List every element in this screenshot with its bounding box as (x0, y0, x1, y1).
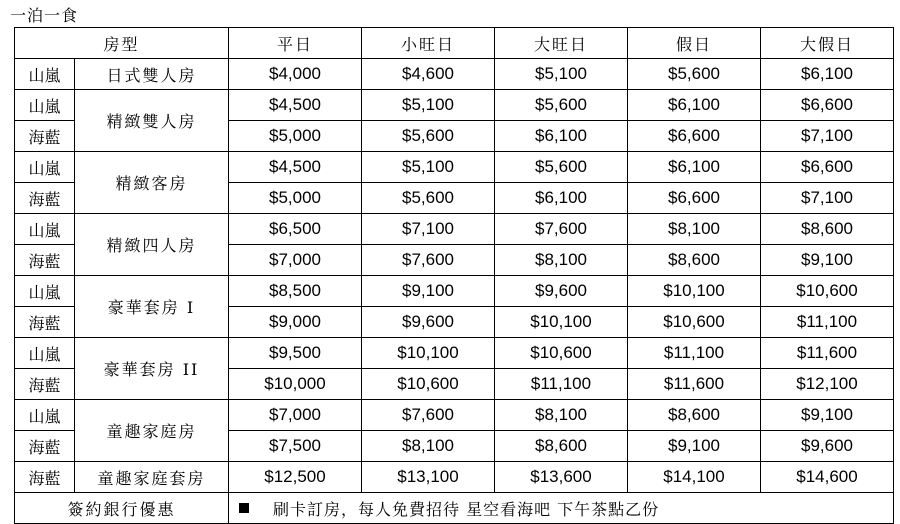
price-cell: $7,100 (761, 121, 894, 152)
price-cell: $5,100 (362, 90, 495, 121)
table-row (15, 90, 894, 121)
table-row (15, 400, 894, 431)
header-row (15, 28, 894, 59)
table-caption: 一泊一食 (10, 6, 79, 25)
bank-offer-cell (229, 493, 894, 524)
price-cell: $8,600 (628, 245, 761, 276)
price-cell: $8,100 (628, 214, 761, 245)
location-cell: 山嵐 (15, 276, 75, 307)
price-cell: $8,500 (229, 276, 362, 307)
bank-offer-text: 刷卡訂房，每人免費招待 星空看海吧 下午茶點乙份 (273, 499, 660, 519)
room-type-cell: 豪華套房 I (75, 276, 229, 338)
price-cell: $8,600 (628, 400, 761, 431)
price-cell: $6,100 (761, 59, 894, 90)
price-cell: $6,600 (761, 90, 894, 121)
room-type-cell: 童趣家庭套房 (75, 462, 229, 493)
table-row (15, 338, 894, 369)
price-cell: $10,100 (628, 276, 761, 307)
room-type-cell: 豪華套房 II (75, 338, 229, 400)
price-cell: $10,100 (362, 338, 495, 369)
price-cell: $6,100 (495, 121, 628, 152)
price-cell: $4,000 (229, 59, 362, 90)
location-cell: 山嵐 (15, 338, 75, 369)
price-cell: $5,600 (362, 183, 495, 214)
table-row (15, 152, 894, 183)
price-cell: $6,600 (628, 183, 761, 214)
price-cell: $10,600 (628, 307, 761, 338)
room-type-cell: 精緻客房 (75, 152, 229, 214)
location-cell: 山嵐 (15, 400, 75, 431)
black-square-icon (239, 503, 249, 513)
price-cell: $11,600 (761, 338, 894, 369)
location-cell: 海藍 (15, 462, 75, 493)
price-cell: $6,500 (229, 214, 362, 245)
location-cell: 山嵐 (15, 214, 75, 245)
table-row (15, 214, 894, 245)
price-cell: $7,600 (495, 214, 628, 245)
price-cell: $6,100 (495, 183, 628, 214)
location-cell: 海藍 (15, 369, 75, 400)
header-small-peak: 小旺日 (362, 28, 495, 59)
price-cell: $11,100 (628, 338, 761, 369)
header-big-holiday: 大假日 (761, 28, 894, 59)
bank-offer-label: 簽約銀行優惠 (15, 493, 229, 524)
rate-table (14, 27, 894, 524)
price-cell: $4,500 (229, 152, 362, 183)
price-cell: $8,600 (495, 431, 628, 462)
price-cell: $8,100 (495, 245, 628, 276)
table-row (15, 59, 894, 90)
price-cell: $9,600 (761, 431, 894, 462)
location-cell: 山嵐 (15, 90, 75, 121)
price-cell: $8,100 (362, 431, 495, 462)
header-room-type: 房型 (15, 28, 229, 59)
price-cell: $9,000 (229, 307, 362, 338)
price-cell: $10,600 (362, 369, 495, 400)
price-cell: $7,600 (362, 400, 495, 431)
header-big-peak: 大旺日 (495, 28, 628, 59)
price-cell: $11,600 (628, 369, 761, 400)
location-cell: 海藍 (15, 431, 75, 462)
room-type-cell: 精緻四人房 (75, 214, 229, 276)
price-cell: $9,600 (495, 276, 628, 307)
location-cell: 海藍 (15, 183, 75, 214)
room-type-cell: 日式雙人房 (75, 59, 229, 90)
room-type-cell: 精緻雙人房 (75, 90, 229, 152)
price-cell: $12,500 (229, 462, 362, 493)
price-cell: $5,600 (628, 59, 761, 90)
price-cell: $5,600 (362, 121, 495, 152)
table-row (15, 462, 894, 493)
price-cell: $6,600 (761, 152, 894, 183)
price-cell: $8,100 (495, 400, 628, 431)
price-cell: $5,000 (229, 121, 362, 152)
price-cell: $9,500 (229, 338, 362, 369)
price-cell: $9,100 (761, 400, 894, 431)
price-cell: $10,100 (495, 307, 628, 338)
price-cell: $13,600 (495, 462, 628, 493)
price-cell: $9,100 (628, 431, 761, 462)
price-cell: $5,600 (495, 90, 628, 121)
price-cell: $6,600 (628, 121, 761, 152)
price-cell: $9,600 (362, 307, 495, 338)
price-cell: $6,100 (628, 152, 761, 183)
price-cell: $11,100 (495, 369, 628, 400)
location-cell: 海藍 (15, 307, 75, 338)
price-cell: $5,100 (362, 152, 495, 183)
price-cell: $7,000 (229, 400, 362, 431)
header-weekday: 平日 (229, 28, 362, 59)
price-cell: $4,600 (362, 59, 495, 90)
price-cell: $11,100 (761, 307, 894, 338)
price-cell: $7,500 (229, 431, 362, 462)
price-cell: $5,100 (495, 59, 628, 90)
price-cell: $9,100 (761, 245, 894, 276)
header-holiday: 假日 (628, 28, 761, 59)
location-cell: 山嵐 (15, 152, 75, 183)
price-cell: $12,100 (761, 369, 894, 400)
location-cell: 海藍 (15, 121, 75, 152)
price-cell: $6,100 (628, 90, 761, 121)
table-row (15, 276, 894, 307)
price-cell: $10,000 (229, 369, 362, 400)
price-cell: $4,500 (229, 90, 362, 121)
price-cell: $9,100 (362, 276, 495, 307)
price-cell: $8,600 (761, 214, 894, 245)
location-cell: 海藍 (15, 245, 75, 276)
footer-row (15, 493, 894, 524)
price-cell: $13,100 (362, 462, 495, 493)
price-cell: $5,000 (229, 183, 362, 214)
room-type-cell: 童趣家庭房 (75, 400, 229, 462)
price-cell: $14,600 (761, 462, 894, 493)
price-cell: $5,600 (495, 152, 628, 183)
price-cell: $7,100 (362, 214, 495, 245)
price-cell: $7,600 (362, 245, 495, 276)
price-cell: $7,000 (229, 245, 362, 276)
price-cell: $10,600 (495, 338, 628, 369)
price-cell: $7,100 (761, 183, 894, 214)
price-cell: $10,600 (761, 276, 894, 307)
location-cell: 山嵐 (15, 59, 75, 90)
price-cell: $14,100 (628, 462, 761, 493)
